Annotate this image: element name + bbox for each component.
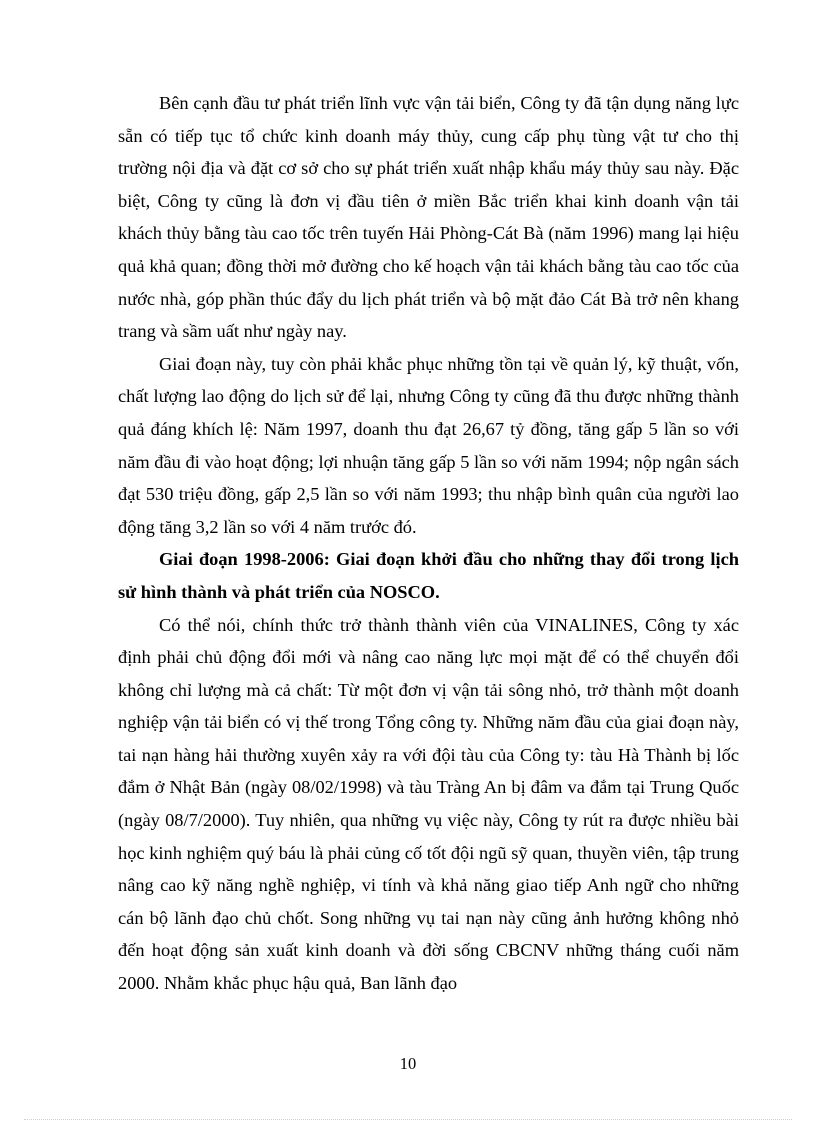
section-heading-1998-2006: Giai đoạn 1998-2006: Giai đoạn khởi đầu cho những thay đổi trong lịch sử hình thành và phát triển của NOSCO.	[118, 549, 739, 602]
paragraph-business-expansion: Bên cạnh đầu tư phát triển lĩnh vực vận tải biển, Công ty đã tận dụng năng lực sẵn có tiếp tục tổ chức kinh doanh máy thủy, cung cấp phụ tùng vật tư cho thị trường nội địa và đặt cơ sở cho sự phát triển xuất nhập khẩu máy thủy sau này. Đặc biệt, Công ty cũng là đơn vị đầu tiên ở miền Bắc triển khai kinh doanh vận tải khách thủy bằng tàu cao tốc trên tuyến Hải Phòng-Cát Bà (năm 1996) mang lại hiệu quả khả quan; đồng thời mở đường cho kế hoạch vận tải khách bằng tàu cao tốc của nước nhà, góp phần thúc đẩy du lịch phát triển và bộ mặt đảo Cát Bà trở nên khang trang và sầm uất như ngày nay.	[118, 93, 739, 342]
paragraph-achievements: Giai đoạn này, tuy còn phải khắc phục những tồn tại về quản lý, kỹ thuật, vốn, chất lượng lao động do lịch sử để lại, nhưng Công ty cũng đã thu được những thành quả đáng khích lệ: Năm 1997, doanh thu đạt 26,67 tỷ đồng, tăng gấp 5 lần so với năm đầu đi vào hoạt động; lợi nhuận tăng gấp 5 lần so với năm 1994; nộp ngân sách đạt 530 triệu đồng, gấp 2,5 lần so với năm 1993; thu nhập bình quân của người lao động tăng 3,2 lần so với 4 năm trước đó.	[118, 353, 739, 537]
page-number: 10	[399, 1054, 417, 1073]
page-body	[118, 87, 739, 1000]
page-bottom-divider	[24, 1119, 792, 1120]
paragraph-vinalines-membership: Có thể nói, chính thức trở thành thành viên của VINALINES, Công ty xác định phải chủ động đổi mới và nâng cao năng lực mọi mặt để có thể chuyển đổi không chỉ lượng mà cả chất: Từ một đơn vị vận tải sông nhỏ, trở thành một doanh nghiệp vận tải biển có vị thế trong Tổng công ty. Những năm đầu của giai đoạn này, tai nạn hàng hải thường xuyên xảy ra với đội tàu của Công ty: tàu Hà Thành bị lốc đắm ở Nhật Bản (ngày 08/02/1998) và tàu Tràng An bị đâm va đắm tại Trung Quốc (ngày 08/7/2000). Tuy nhiên, qua những vụ việc này, Công ty rút ra được nhiều bài học kinh nghiệm quý báu là phải củng cố tốt đội ngũ sỹ quan, thuyền viên, tập trung nâng cao kỹ năng nghề nghiệp, vi tính và khả năng giao tiếp Anh ngữ cho những cán bộ lãnh đạo chủ chốt. Song những vụ tai nạn này cũng ảnh hưởng không nhỏ đến hoạt động sản xuất kinh doanh và đời sống CBCNV những tháng cuối năm 2000. Nhằm khắc phục hậu quả, Ban lãnh đạo	[118, 614, 739, 994]
